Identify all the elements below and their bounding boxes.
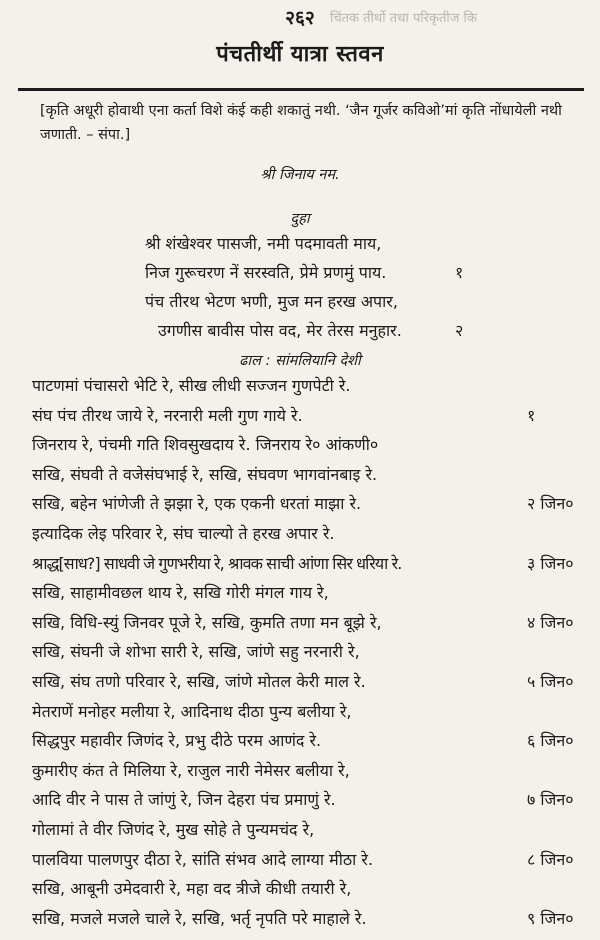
verse-number: २ जिन० [527, 494, 574, 514]
verse-line: सखि, साहामीवछल थाय रे, सखि गोरी मंगल गाय रे, [32, 583, 329, 603]
duha-line [145, 261, 475, 283]
title-rule [18, 88, 584, 91]
verse-number: ५ जिन० [527, 672, 574, 691]
dhal-heading: ढाल : सांमलियानि देशी [239, 353, 361, 369]
duha-line-text: उगणीस बावीस पोस वद, मेर तेरस मनुहार. [158, 321, 402, 340]
duha-line [158, 319, 475, 341]
verse-line: संघ पंच तीरथ जाये रे, नरनारी मली गुण गाये रे. [32, 405, 303, 425]
verse-line: सखि, संघवी ते वजेसंघभाई रे, सखि, संघवण भागवांनबाइ रे. [32, 464, 378, 484]
duha-line-text: श्री शंखेश्वर पासजी, नमी पदमावती माय, [145, 234, 382, 253]
verse-line: आदि वीर ने पास ते जांणुं रे, जिन देहरा पंच प्रमाणुं रे. [32, 790, 336, 810]
verse-line: सखि, बहेन भांणेजी ते झझा रे, एक एकनी धरतां माझा रे. [32, 494, 362, 514]
duha-line-text: निज गुरूचरण नें सरस्वति, प्रेमे प्रणमुं पाय. [145, 263, 387, 282]
verse-line: पाटणमां पंचासरो भेटि रे, सीख लीधी सज्जन गुणपेटी रे. [32, 376, 351, 395]
running-head-bleed: चिंतक तीर्थो तथा परिकृतीज कि [330, 11, 477, 26]
verse-line: सखि, विधि-स्युं जिनवर पूजे रे, सखि, कुमति तणा मन बूझे रे, [32, 612, 382, 632]
verse-number: ८ जिन० [527, 849, 574, 869]
duha-heading: दुहा [290, 211, 310, 227]
verse-line: सिद्धपुर महावीर जिणंद रे, प्रभु दीठे परम आणंद रे. [32, 731, 322, 751]
invocation: श्री जिनाय नम. [260, 167, 340, 183]
verse-line: कुमारीए कंत ते मिलिया रे, राजुल नारी नेमेसर बलीया रे, [32, 760, 350, 780]
verse-line: सखि, मजले मजले चाले रे, सखि, भर्तृ नृपति परे माहाले रे. [32, 908, 367, 928]
verse-line: सखि, संघ तणो परिवार रे, सखि, जांणे मोतल केरी माल रे. [32, 672, 366, 691]
verse-line: मेतराणें मनोहर मलीया रे, आदिनाथ दीठा पुन्य बलीया रे, [32, 701, 352, 721]
page-title: पंचतीर्थी यात्रा स्तवन [216, 42, 384, 67]
editor-note: [कृति अधूरी होवाथी एना कर्ता विशे कंई कही शकातुं नथी. ‘जैन गूर्जर कविओ’मां कृति नोंधायेली नथी जणाती. – संपा.] [40, 103, 562, 143]
verse-line: सखि, संघनी जे शोभा सारी रे, सखि, जांणे सहु नरनारी रे, [32, 642, 360, 662]
verse-line: पालविया पालणपुर दीठा रे, सांति संभव आदे लाग्या मीठा रे. [32, 849, 374, 869]
verse-number: ३ जिन० [527, 553, 574, 573]
verse-number: ७ जिन० [527, 790, 574, 810]
page-number: २६२ [285, 7, 315, 29]
duha-line [145, 232, 475, 254]
verse-number: ६ जिन० [527, 731, 574, 751]
duha-line-number: २ [455, 321, 464, 340]
duha-line-number: १ [455, 263, 464, 282]
verse-line: जिनराय रे, पंचमी गति शिवसुखदाय रे. जिनराय रे० आंकणी० [32, 435, 379, 455]
verse-number: ९ जिन० [527, 908, 574, 928]
verse-number: १ [527, 405, 536, 425]
verse-line: इत्यादिक लेइ परिवार रे, संघ चाल्यो ते हरख अपार रे. [32, 524, 335, 543]
duha-line-text: पंच तीरथ भेटण भणी, मुज मन हरख अपार, [145, 292, 398, 311]
verse-line: श्राद्ध[साध?] साधवी जे गुणभरीया रे, श्रावक साची आंणा सिर धरिया रे. [32, 553, 402, 573]
verse-number: ४ जिन० [527, 612, 574, 632]
duha-line [145, 290, 475, 312]
verse-line: सखि, आबूनी उमेदवारी रे, महा वद त्रीजे कीधी तयारी रे, [32, 879, 352, 899]
verse-line: गोलामां ते वीर जिणंद रे, मुख सोहे ते पुन्यमचंद रे, [32, 820, 315, 839]
